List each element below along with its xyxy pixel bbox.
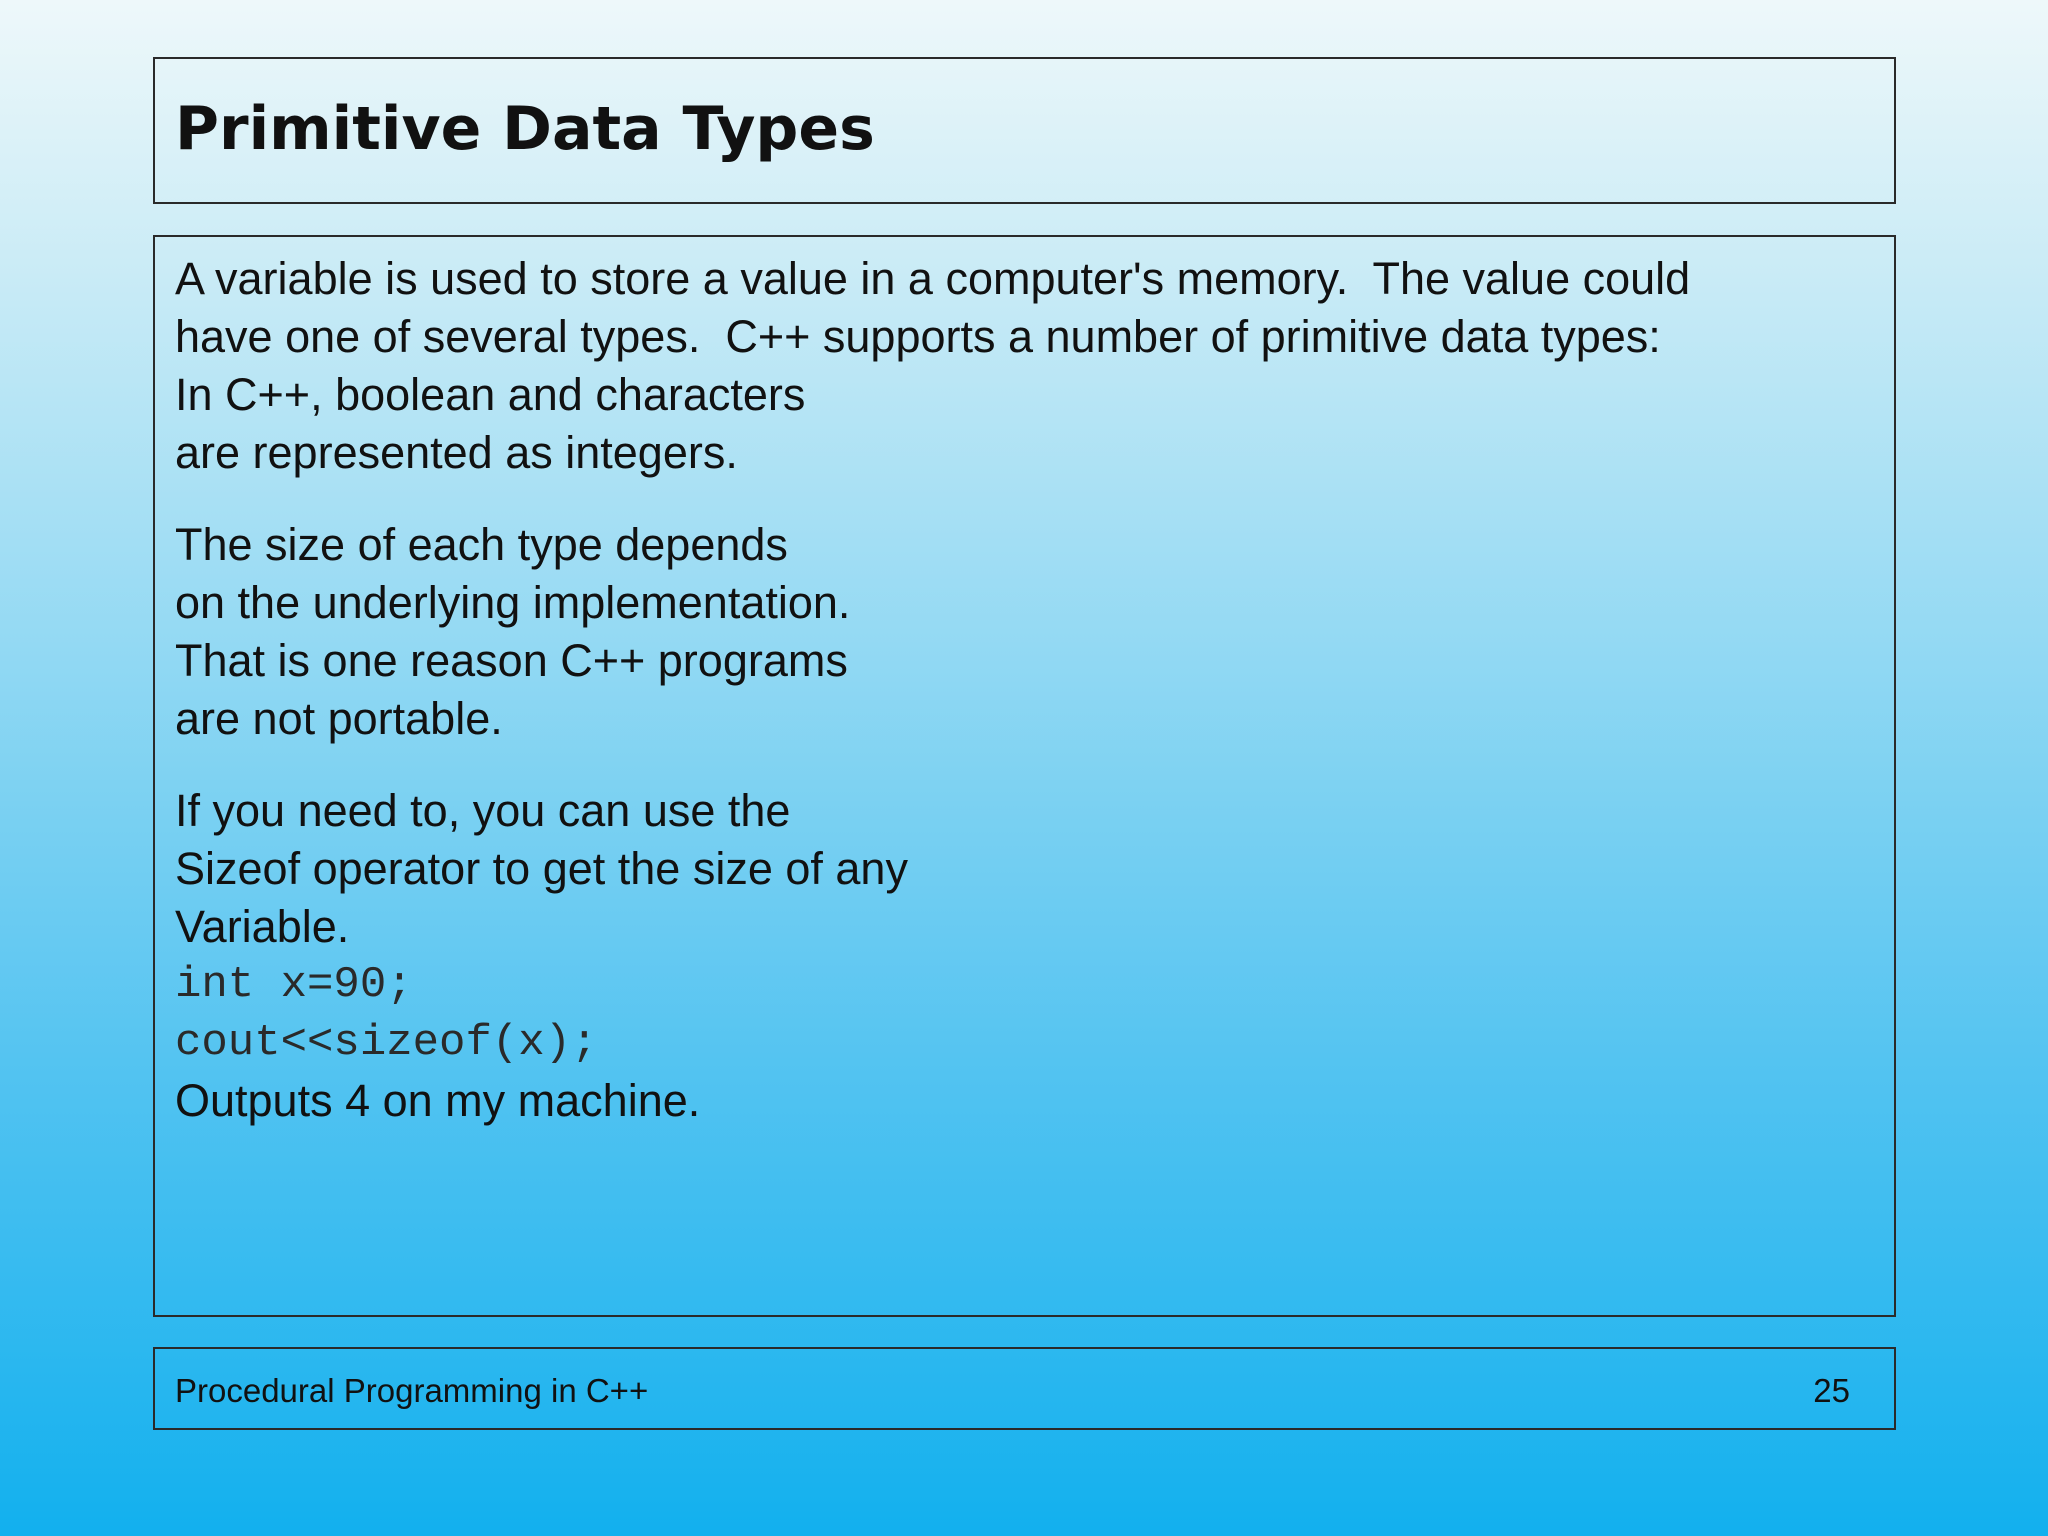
- slide-title: Primitive Data Types: [175, 94, 875, 164]
- size-line-4: are not portable.: [175, 693, 503, 744]
- code-line-2: cout<<sizeof(x);: [175, 1018, 598, 1068]
- intro-line-1: A variable is used to store a value in a computer's memory. The value could: [175, 253, 1691, 304]
- size-line-2: on the underlying implementation.: [175, 577, 851, 628]
- paragraph-gap: [175, 748, 1874, 782]
- slide-body: [175, 250, 1874, 1130]
- title-box: [153, 57, 1896, 204]
- footer-box: [153, 1347, 1896, 1430]
- output-line: Outputs 4 on my machine.: [175, 1075, 701, 1126]
- size-line-1: The size of each type depends: [175, 519, 788, 570]
- sizeof-line-1: If you need to, you can use the: [175, 785, 791, 836]
- intro-line-2: have one of several types. C++ supports a number of primitive data types:: [175, 311, 1661, 362]
- bool-char-line-1: In C++, boolean and characters: [175, 369, 806, 420]
- size-line-3: That is one reason C++ programs: [175, 635, 848, 686]
- footer-course-title: Procedural Programming in C++: [175, 1372, 649, 1409]
- content-box: [153, 235, 1896, 1317]
- page-number: 25: [1813, 1372, 1850, 1409]
- code-line-1: int x=90;: [175, 960, 413, 1010]
- sizeof-line-3: Variable.: [175, 901, 350, 952]
- sizeof-line-2: Sizeof operator to get the size of any: [175, 843, 908, 894]
- bool-char-line-2: are represented as integers.: [175, 427, 738, 478]
- paragraph-gap: [175, 482, 1874, 516]
